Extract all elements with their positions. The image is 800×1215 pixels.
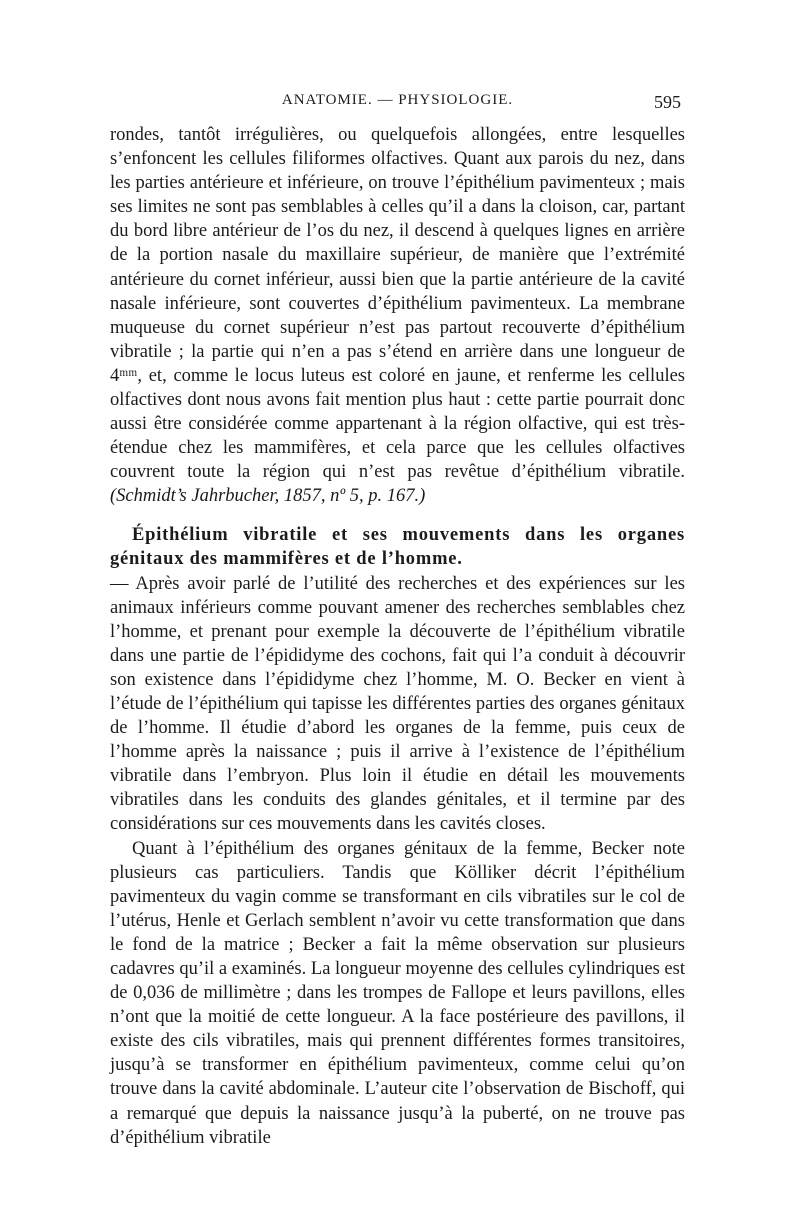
paragraph-2: — Après avoir parlé de l’utilité des recherches et des expériences sur les animaux inférieurs comme pouvant amener des recherches semblables chez l’homme, et prenant pour exemple la découverte de l’épithélium vibratile dans une partie de l’épididyme des cochons, fait qui l’a conduit à découvrir son existence dans l’épididyme chez l’homme, M. O. Becker en vient à l’étude de l’épithélium qui tapisse les différentes parties des organes génitaux de l’homme. Il étudie d’abord les organes de la femme, puis ceux de l’homme après la naissance ; puis il arrive à l’existence de l’épithélium vibratile dans l’embryon. Plus loin il étudie en détail les mouvements vibratiles dans les conduits des glandes génitales, et il termine par des considérations sur ces mouvements dans les cavités closes. bbox=[110, 573, 685, 835]
running-title: ANATOMIE. — PHYSIOLOGIE. bbox=[281, 92, 514, 108]
section-heading: Épithélium vibratile et ses mouvements dans les organes génitaux des mammifères et de l’homme. bbox=[110, 524, 685, 569]
paragraph-1-text: rondes, tantôt irrégulières, ou quelquefois allongées, entre lesquelles s’enfoncent les cellules filiformes olfactives. Quant aux parois du nez, dans les parties antérieure et inférieure, on trouve l’épithélium pavimenteux ; mais ses limites ne sont pas semblables à celles qu’il a dans la cloison, car, partant du bord libre antérieur de l’os du nez, il descend à quelques lignes en arrière de la portion nasale du maxillaire supérieur, de manière que l’extrémité antérieure du cornet inférieur, aussi bien que la partie antérieure de la cavité nasale inférieure, sont couvertes d’épithélium pavimenteux. La membrane muqueuse du cornet supérieur n’est pas partout recouverte d’épithélium vibratile ; la partie qui n’en a pas s’étend en arrière dans une longueur de 4ᵐᵐ, et, comme le locus luteus est coloré en jaune, et renferme les cellules olfactives dont nous avons fait mention plus haut : cette partie pourrait donc aussi être considérée comme appartenant à la région olfactive, qui est très-étendue chez les mammifères, et cela parce que les cellules olfactives couvrent toute la région qui n’est pas revêtue d’épithélium vibratile. bbox=[110, 125, 685, 483]
paragraph-1 bbox=[110, 123, 685, 509]
paragraph-3: Quant à l’épithélium des organes génitaux de la femme, Becker note plusieurs cas particuliers. Tandis que Kölliker décrit l’épithélium pavimenteux du vagin comme se transformant en cils vibratiles sur le col de l’utérus, Henle et Gerlach semblent n’avoir vu cette transformation que dans le fond de la matrice ; Becker a fait la même observation sur plusieurs cadavres qu’il a examinés. La longueur moyenne des cellules cylindriques est de 0,036 de millimètre ; dans les trompes de Fallope et leurs pavillons, elles n’ont que la moitié de cette longueur. A la face postérieure des pavillons, il existe des cils vibratiles, mais qui prennent différentes formes transitoires, jusqu’à se transformer en épithélium pavimenteux, comme celui qu’on trouve dans la cavité abdominale. L’auteur cite l’observation de Bischoff, qui a remarqué que depuis la naissance jusqu’à la puberté, on ne trouve pas d’épithélium vibratile bbox=[110, 838, 685, 1148]
page-body bbox=[110, 123, 685, 1150]
paragraph-1-citation: (Schmidt’s Jahrbucher, 1857, nº 5, p. 167.) bbox=[110, 486, 426, 507]
page-header bbox=[110, 92, 685, 112]
page-number: 595 bbox=[654, 92, 681, 112]
